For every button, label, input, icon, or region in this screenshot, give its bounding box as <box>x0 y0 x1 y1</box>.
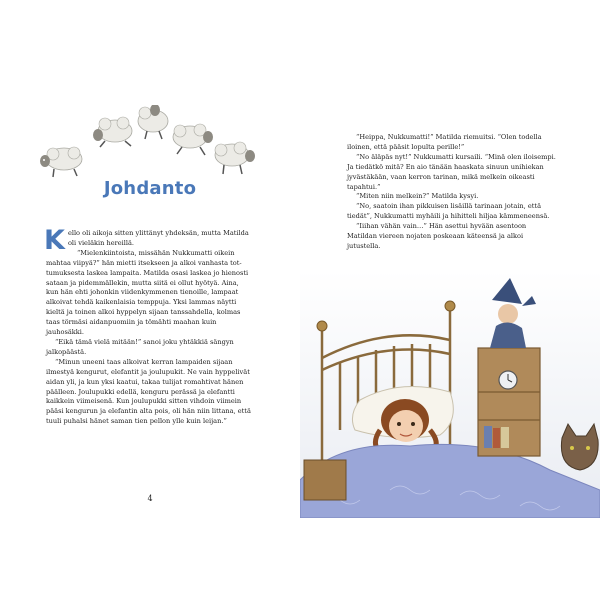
left-page-text <box>44 225 251 427</box>
paragraph: “No, saatoin ihan pikkuisen lisäillä tarinaan jotain, että tiedät”, Nukkumatti myhäili ja hihitteli hiljaa kämmeneensä. <box>347 202 550 221</box>
paragraph: “Iiihan vähän vain…” Hän asettui hyvään asentoon Matildan viereen nojaten poskeaan käteensä ja alkoi jutustella. <box>347 222 527 250</box>
paragraph: “Miten niin melkein?” Matilda kysyi. <box>356 192 479 201</box>
page-number: 4 <box>147 494 153 503</box>
paragraph: “No äläpäs nyt!” Nukkumatti kursaili. “Minä olen iloisempi. Ja tiedätkö mitä? En aio tänään haaskata sinuun unihiekan jyvästäkään, vaan kerron tarinan, mikä melkein oikeasti tapahtui.” <box>347 152 556 191</box>
paragraph: “Minun uneeni taas alkoivat kerran lampaiden sijaan ilmestyä kengurut, elefantit ja joulupukit. Ne vain hyppelivät aidan yli, ja kun yksi kaatui, takaa tulijat romahtivat hänen päälleen. Joulupukki edellä, kenguru perässä ja elefantti kaikkein viimeisenä. Kun joulupukki sitten vihdoin viimein pääsi kengurun ja elefantin alta pois, oli hän niin littana, että tuuli puhalsi hänet saman tien pellon ylle kuin leijan.” <box>46 357 251 426</box>
sheep-4 <box>173 124 213 155</box>
chapter-title: Johdanto <box>103 178 197 199</box>
sheep-3 <box>138 105 168 139</box>
sheep-2 <box>93 117 132 147</box>
alarm-clock <box>499 371 517 389</box>
drop-cap: K <box>44 225 65 256</box>
left-nightstand <box>304 460 346 500</box>
bed-knob-left <box>317 321 327 331</box>
sheep-5 <box>215 142 255 174</box>
right-page-text <box>347 133 557 252</box>
bedroom-illustration <box>300 270 600 518</box>
paragraph: “Mielenkiintoista, missähän Nukkumatti oikein mahtaa viipyä?” hän mietti itsekseen ja alkoi vanhasta tottumuksesta laskea lampaita. Matilda osasi laskea jo hienosti sataan ja pidemmällekin, mutta siitä ei ollut hyötyä. Aina, kun hän ehti johonkin viidenkymmenen tienoille, lampaat alkoivat tehdä kaikenlaisia temppuja. Yksi lammas näytti kieltä ja toinen alkoi hyppelyn sijaan tanssahdella, kolmas taas törmäsi aidanpuomiin ja tömähti maahan kuin jauhosäkki. <box>46 248 249 337</box>
sheep-1 <box>40 147 82 177</box>
paragraph: “Heippa, Nukkumatti!” Matilda riemuitsi. “Olen todella iloinen, että pääsit lopulta perille!” <box>347 133 542 151</box>
paragraph: “Eikä tämä vielä mitään!” sanoi joku yhtäkkiä sängyn jalkopäästä. <box>46 337 234 356</box>
bed-knob-right <box>445 301 455 311</box>
bedside-cabinet <box>478 348 540 456</box>
paragraph: Kello oli aikoja sitten ylittänyt yhdeksän, mutta Matilda oli vieläkin hereillä. <box>44 225 249 256</box>
right-page <box>300 0 600 600</box>
